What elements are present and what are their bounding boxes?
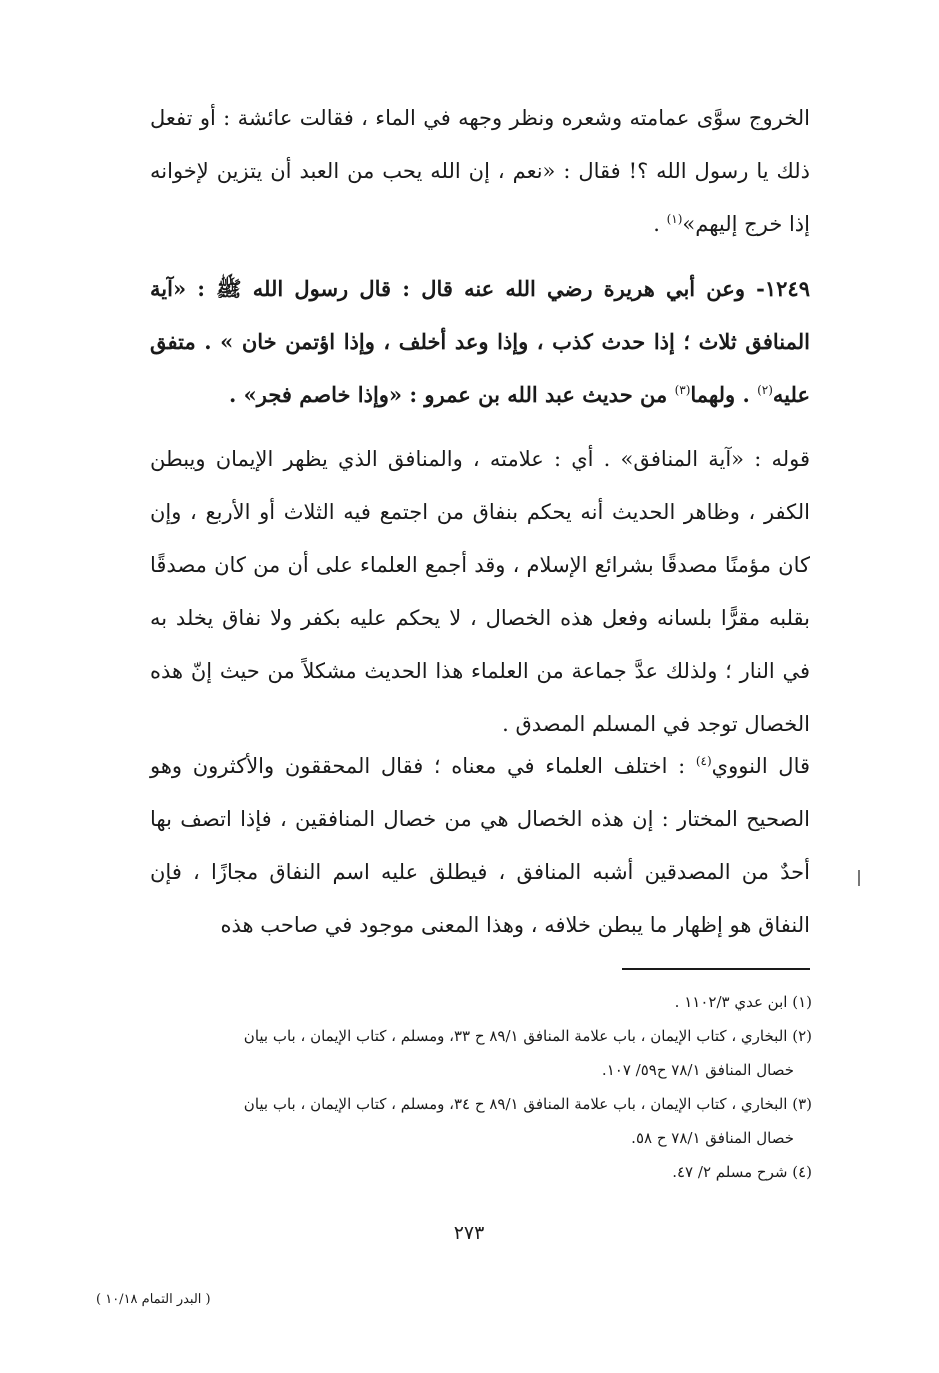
footnote-ref-1: (١)	[666, 212, 683, 226]
paragraph-1-end: .	[653, 212, 667, 236]
scan-edge-mark	[858, 870, 860, 886]
hadith-text-b: . ولهما	[690, 382, 758, 407]
nawawi-text-b: : اختلف العلماء في معناه ؛ فقال المحققون والأكثرون وهو الصحيح المختار : إن هذه الخصال هي من خصال المنافقين ، فإذا اتصف بها أحدٌ من المصدقين أشبه المنافق ، فيطلق عليه اسم النفاق مجازًا ، فإن النفاق هو إظهار ما يبطن خلافه ، وهذا المعنى موجود في صاحب هذه	[150, 754, 810, 937]
commentary-text: قوله : «آية المنافق» . أي : علامته ، والمنافق الذي يظهر الإيمان ويبطن الكفر ، وظاهر الحديث أنه يحكم بنفاق من اجتمع فيه الثلاث أو الأربع ، وإن كان مؤمنًا مصدقًا بشرائع الإسلام ، وقد أجمع العلماء على أن من كان مصدقًا بقلبه مقرًّا بلسانه وفعل هذه الخصال ، لا يحكم عليه بكفر ولا نفاق يخلد به في النار ؛ ولذلك عدَّ جماعة من العلماء هذا الحديث مشكلاً من حيث إنّ هذه الخصال توجد في المسلم المصدق .	[150, 447, 810, 736]
hadith-1249	[150, 262, 810, 421]
footnote-3	[140, 1087, 812, 1155]
footnote-number: (٣)	[792, 1095, 812, 1113]
hadith-text-c: من حديث عبد الله بن عمرو : «وإذا خاصم فجر» .	[229, 382, 675, 407]
commentary-paragraph	[150, 433, 810, 751]
footnote-ref-2: (٢)	[757, 383, 773, 397]
footnote-ref-4: (٤)	[695, 754, 712, 768]
footnotes-section	[140, 985, 812, 1189]
signature-mark: ( البدر التمام ١٠/١٨ )	[96, 1292, 211, 1307]
footnote-text: شرح مسلم ٢/ ٤٧.	[672, 1163, 788, 1181]
paragraph-continuation	[150, 92, 810, 251]
footnote-4	[140, 1155, 812, 1189]
nawawi-paragraph	[150, 740, 810, 952]
footnote-text: البخاري ، كتاب الإيمان ، باب علامة المنافق ٨٩/١ ح ٣٤، ومسلم ، كتاب الإيمان ، باب بيان	[243, 1095, 788, 1113]
footnote-1	[140, 985, 812, 1019]
footnote-text: البخاري ، كتاب الإيمان ، باب علامة المنافق ٨٩/١ ح ٣٣، ومسلم ، كتاب الإيمان ، باب بيان	[243, 1027, 788, 1045]
footnote-2	[140, 1019, 812, 1087]
footnote-ref-3: (٣)	[674, 383, 691, 397]
paragraph-1-text: الخروج سوَّى عمامته وشعره ونظر وجهه في الماء ، فقالت عائشة : أو تفعل ذلك يا رسول الله ؟! فقال : «نعم ، إن الله يحب من العبد أن يتزين لإخوانه إذا خرج إليهم»	[150, 106, 810, 236]
nawawi-text-a: قال النووي	[711, 754, 811, 778]
footnote-divider	[622, 968, 810, 970]
page-number: ٢٧٣	[453, 1222, 485, 1244]
footnote-text: ابن عدي ١١٠٢/٣ .	[674, 993, 788, 1011]
footnote-number: (١)	[792, 993, 812, 1011]
footnote-continuation: خصال المنافق ٧٨/١ ح٥٩/ ١٠٧.	[601, 1061, 794, 1079]
footnote-number: (٢)	[792, 1027, 812, 1045]
hadith-text: ١٢٤٩- وعن أبي هريرة رضي الله عنه قال : قال رسول الله ﷺ : «آية المنافق ثلاث ؛ إذا حدث كذب ، وإذا وعد أخلف ، وإذا اؤتمن خان » . متفق عليه	[150, 276, 810, 407]
footnote-continuation: خصال المنافق ٧٨/١ ح ٥٨.	[631, 1129, 794, 1147]
footnote-number: (٤)	[792, 1163, 812, 1181]
